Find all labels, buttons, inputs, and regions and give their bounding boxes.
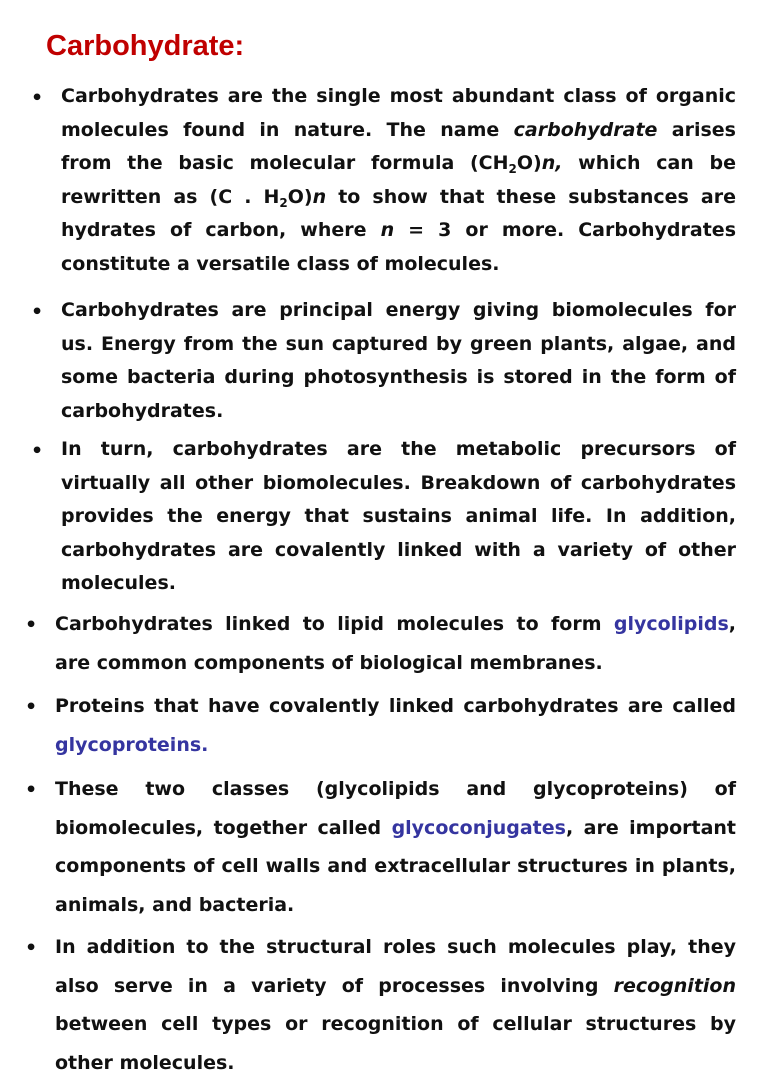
bullet-icon: • <box>25 779 38 801</box>
paragraph-glycoconjugates: These two classes (glycolipids and glycoproteins) of biomolecules, together called glycoconjugates, are important components of cell walls and extracellular structures in plants, animals, and bacteria. <box>55 778 737 916</box>
paragraph-definition: Carbohydrates are the single most abundant class of organic molecules found in nature. The name carbohydrate arises from the basic molecular formula $(CH_2O)n$, which can be rewritten as (C . $H_2O)n$ to show that these substances are hydrates of carbon, where n = 3 or more. Carbohydrates constitute a versatile class of molecules. <box>61 85 737 275</box>
bullet-icon: • <box>31 440 44 462</box>
bullet-icon: • <box>25 937 38 959</box>
paragraph-glycoproteins: Proteins that have covalently linked carbohydrates are called glycoproteins. <box>55 695 736 756</box>
page-title: Carbohydrate: <box>46 30 245 62</box>
bullet-icon: • <box>25 696 38 718</box>
term-glycoconjugates: glycoconjugates <box>391 816 566 839</box>
term-glycoproteins: glycoproteins. <box>55 733 209 756</box>
paragraph-precursors: In turn, carbohydrates are the metabolic precursors of virtually all other biomolecules. Breakdown of carbohydrates provides the energy that sustains animal life. In addition, carbohydrates are covalently linked with a variety of other molecules. <box>61 438 736 594</box>
term-carbohydrate: carbohydrate <box>513 118 658 141</box>
bullet-icon: • <box>31 301 44 323</box>
paragraph-energy: Carbohydrates are principal energy giving biomolecules for us. Energy from the sun captured by green plants, algae, and some bacteria during photosynthesis is stored in the form of carbohydrates. <box>61 299 736 422</box>
term-recognition: recognition <box>613 974 736 997</box>
bullet-icon: • <box>25 614 38 636</box>
paragraph-glycolipids: Carbohydrates linked to lipid molecules to form glycolipids, are common components of biological membranes. <box>55 613 736 674</box>
bullet-icon: • <box>31 87 44 109</box>
term-glycolipids: glycolipids <box>613 613 729 635</box>
paragraph-recognition: In addition to the structural roles such molecules play, they also serve in a variety of processes involving recognition between cell types or recognition of cellular structures by other molecules. <box>55 936 736 1074</box>
